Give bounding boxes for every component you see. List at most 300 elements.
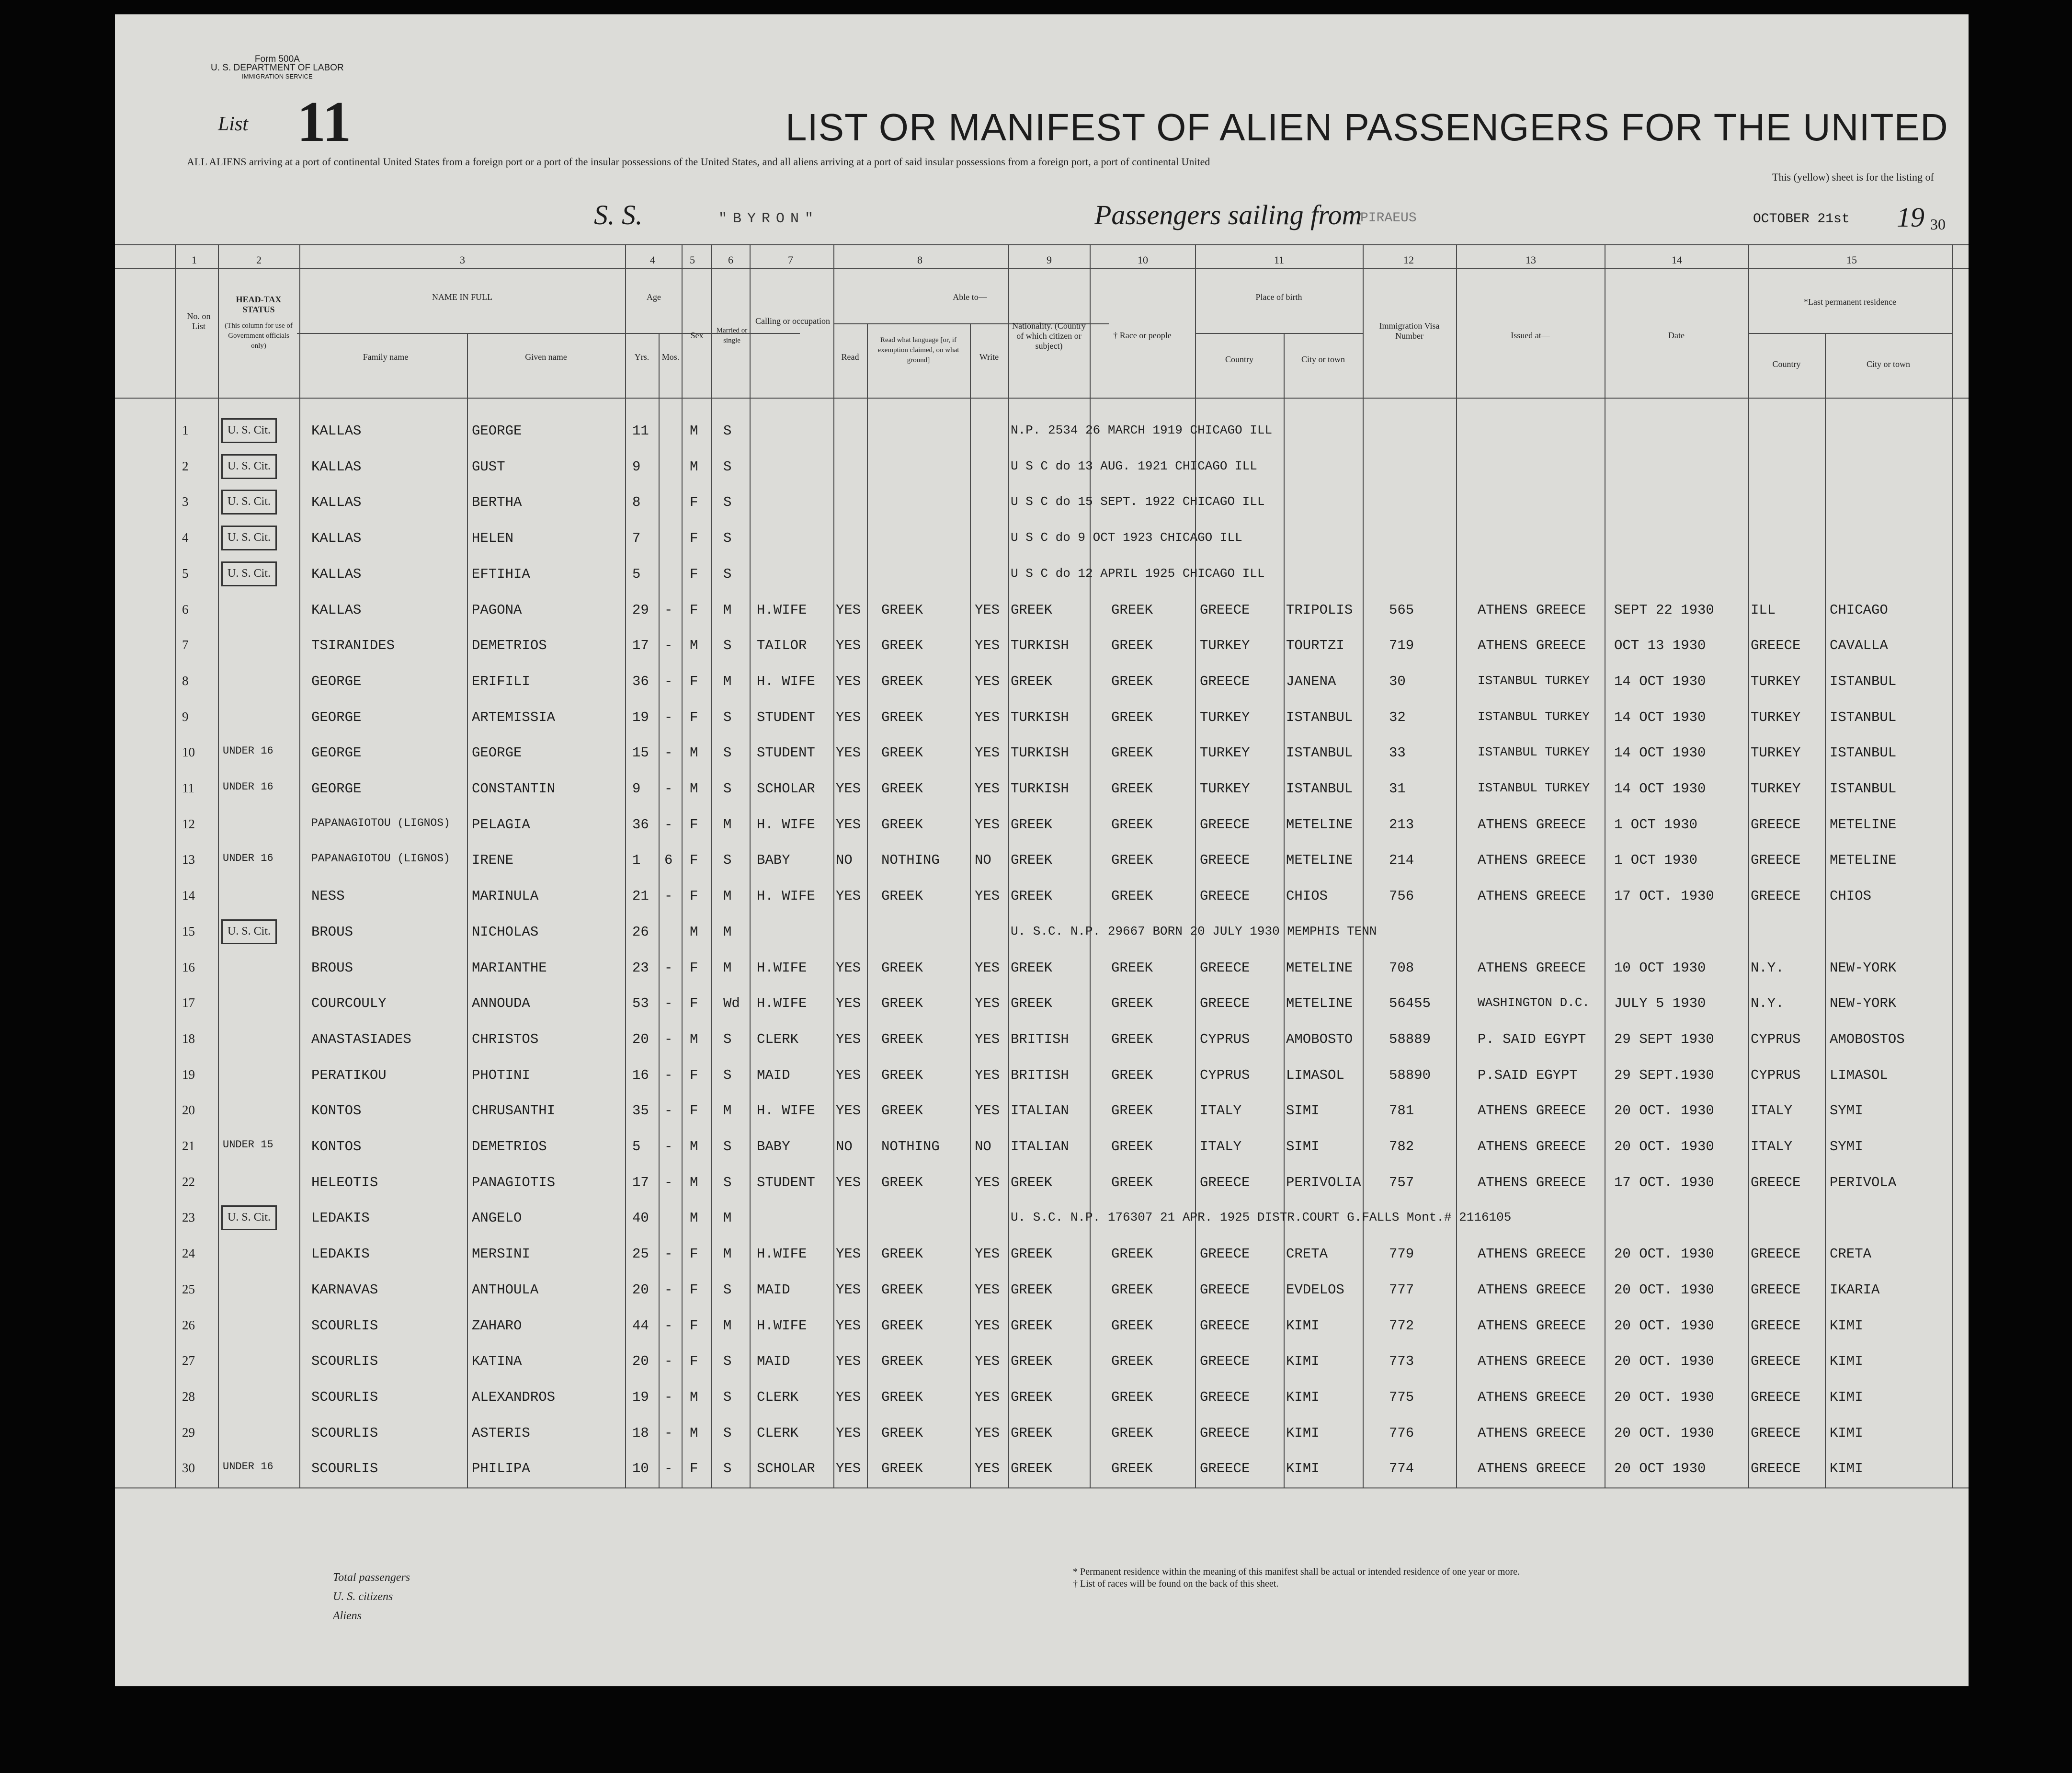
occupation: MAID (757, 1281, 790, 1298)
can-write: YES (975, 673, 1000, 689)
marital-status: S (723, 638, 732, 654)
read-language: GREEK (881, 1246, 923, 1262)
row-number: 19 (182, 1067, 195, 1082)
table-row (115, 1273, 1969, 1308)
can-write: YES (975, 1067, 1000, 1083)
race: GREEK (1111, 960, 1153, 976)
age-years: 53 (632, 995, 649, 1012)
given-name: ERIFILI (472, 673, 530, 689)
can-write: YES (975, 960, 1000, 976)
marital-status: S (723, 1139, 732, 1155)
residence-country: GREECE (1751, 852, 1801, 869)
birth-city: JANENA (1286, 673, 1336, 689)
read-language: GREEK (881, 1389, 923, 1405)
family-name: SCOURLIS (311, 1317, 378, 1334)
age-years: 9 (632, 781, 641, 797)
can-write: YES (975, 1461, 1000, 1477)
age-years: 19 (632, 1389, 649, 1405)
race: GREEK (1111, 995, 1153, 1012)
nationality: GREEK (1011, 1389, 1053, 1405)
service-name: IMMIGRATION SERVICE (242, 73, 313, 80)
visa-number: 31 (1389, 781, 1406, 797)
table-row (115, 844, 1969, 878)
col-number: 15 (1846, 254, 1857, 266)
family-name: HELEOTIS (311, 1174, 378, 1190)
row-number: 2 (182, 458, 189, 473)
birth-city: METELINE (1286, 816, 1353, 833)
manifest-subtitle-2: This (yellow) sheet is for the listing of (1772, 171, 1934, 183)
birth-country: GREECE (1200, 602, 1250, 618)
table-row (115, 808, 1969, 843)
row-number: 26 (182, 1317, 195, 1332)
residence-country: TURKEY (1751, 745, 1801, 761)
given-name: EFTIHIA (472, 566, 530, 582)
sex: F (690, 1067, 698, 1083)
age-months: - (664, 1461, 673, 1477)
given-name: GEORGE (472, 745, 522, 761)
issue-date: 20 OCT. 1930 (1614, 1317, 1714, 1334)
family-name: GEORGE (311, 781, 362, 797)
col-number: 11 (1274, 254, 1285, 266)
sex: M (690, 745, 698, 761)
can-write: YES (975, 1353, 1000, 1370)
issue-date: 17 OCT. 1930 (1614, 888, 1714, 904)
age-years: 36 (632, 673, 649, 689)
head-tax-status: UNDER 15 (223, 1139, 273, 1151)
occupation: STUDENT (757, 745, 815, 761)
residence-city: CRETA (1830, 1246, 1872, 1262)
read-language: GREEK (881, 1353, 923, 1370)
header-sex: Sex (690, 331, 704, 340)
visa-number: 772 (1389, 1317, 1414, 1334)
birth-country: ITALY (1200, 1139, 1242, 1155)
nationality: TURKISH (1011, 745, 1069, 761)
residence-city: ISTANBUL (1830, 745, 1897, 761)
header-issued-at: Issued at— (1511, 331, 1550, 340)
head-tax-status: UNDER 16 (223, 781, 273, 793)
age-years: 25 (632, 1246, 649, 1262)
table-row (115, 772, 1969, 807)
row-number: 15 (182, 924, 195, 938)
header-res-city: City or town (1866, 359, 1910, 369)
family-name: BROUS (311, 960, 353, 976)
residence-country: GREECE (1751, 1425, 1801, 1441)
birth-country: GREECE (1200, 888, 1250, 904)
can-write: YES (975, 1174, 1000, 1190)
nationality: GREEK (1011, 673, 1053, 689)
issued-at: ATHENS GREECE (1478, 1317, 1586, 1334)
family-name: LEDAKIS (311, 1210, 370, 1226)
header-head-tax-note: (This column for use of Government officials only) (225, 322, 293, 350)
birth-city: LIMASOL (1286, 1067, 1344, 1083)
departure-port: PIRAEUS (1360, 211, 1417, 226)
visa-number: 779 (1389, 1246, 1414, 1262)
family-name: SCOURLIS (311, 1425, 378, 1441)
table-row (115, 1381, 1969, 1415)
given-name: IRENE (472, 852, 514, 869)
family-name: LEDAKIS (311, 1246, 370, 1262)
header-read: Read (841, 352, 859, 362)
marital-status: M (723, 924, 732, 940)
col-number: 6 (728, 254, 733, 266)
row-number: 18 (182, 1031, 195, 1046)
issued-at: ATHENS GREECE (1478, 1461, 1586, 1477)
table-row (115, 1452, 1969, 1487)
issue-date: 1 OCT 1930 (1614, 852, 1698, 869)
family-name: NESS (311, 888, 345, 904)
birth-city: AMOBOSTO (1286, 1031, 1353, 1047)
read-language: GREEK (881, 1281, 923, 1298)
family-name: ANASTASIADES (311, 1031, 411, 1047)
table-row (115, 450, 1969, 485)
row-number: 27 (182, 1353, 195, 1368)
col-number: 9 (1047, 254, 1052, 266)
birth-country: GREECE (1200, 995, 1250, 1012)
us-citizen-stamp: U. S. Cit. (221, 490, 277, 515)
marital-status: S (723, 423, 732, 439)
manifest-sheet (115, 14, 1969, 1686)
family-name: KALLAS (311, 566, 362, 582)
header-write: Write (979, 352, 999, 362)
can-read: YES (836, 1067, 861, 1083)
family-name: KALLAS (311, 423, 362, 439)
total-passengers-label: Total passengers (333, 1571, 410, 1584)
row-number: 9 (182, 709, 189, 724)
table-row (115, 594, 1969, 628)
residence-city: METELINE (1830, 852, 1897, 869)
age-months: - (664, 1067, 673, 1083)
family-name: SCOURLIS (311, 1389, 378, 1405)
residence-city: KIMI (1830, 1353, 1863, 1370)
marital-status: S (723, 1031, 732, 1047)
aliens-label: Aliens (333, 1610, 362, 1622)
table-row (115, 1059, 1969, 1093)
occupation: SCHOLAR (757, 781, 815, 797)
issued-at: P.SAID EGYPT (1478, 1067, 1578, 1083)
birth-country: CYPRUS (1200, 1067, 1250, 1083)
birth-city: SIMI (1286, 1103, 1320, 1119)
age-years: 26 (632, 924, 649, 940)
can-read: YES (836, 1281, 861, 1298)
marital-status: M (723, 816, 732, 833)
race: GREEK (1111, 638, 1153, 654)
read-language: GREEK (881, 1461, 923, 1477)
visa-number: 775 (1389, 1389, 1414, 1405)
sex: M (690, 1425, 698, 1441)
can-write: NO (975, 1139, 991, 1155)
birth-country: TURKEY (1200, 745, 1250, 761)
residence-country: GREECE (1751, 888, 1801, 904)
residence-country: N.Y. (1751, 960, 1784, 976)
read-language: GREEK (881, 1031, 923, 1047)
can-read: YES (836, 888, 861, 904)
sex: F (690, 888, 698, 904)
marital-status: S (723, 1281, 732, 1298)
residence-city: CHIOS (1830, 888, 1872, 904)
birth-country: GREECE (1200, 1281, 1250, 1298)
age-years: 5 (632, 1139, 641, 1155)
us-citizens-label: U. S. citizens (333, 1590, 393, 1603)
table-row (115, 1023, 1969, 1057)
birth-city: KIMI (1286, 1425, 1320, 1441)
family-name: PAPANAGIOTOU (LIGNOS) (311, 816, 450, 829)
given-name: GUST (472, 458, 505, 475)
race: GREEK (1111, 1389, 1153, 1405)
birth-country: GREECE (1200, 1353, 1250, 1370)
marital-status: M (723, 673, 732, 689)
header-able-to: Able to— (953, 292, 987, 302)
birth-country: GREECE (1200, 673, 1250, 689)
residence-city: NEW-YORK (1830, 995, 1897, 1012)
race: GREEK (1111, 709, 1153, 725)
given-name: ANNOUDA (472, 995, 530, 1012)
table-row (115, 1130, 1969, 1165)
race: GREEK (1111, 1139, 1153, 1155)
can-write: YES (975, 816, 1000, 833)
citizen-note: U S C do 12 APRIL 1925 CHICAGO ILL (1011, 566, 1265, 581)
row-number: 28 (182, 1389, 195, 1404)
occupation: SCHOLAR (757, 1461, 815, 1477)
marital-status: S (723, 1353, 732, 1370)
residence-country: GREECE (1751, 1281, 1801, 1298)
age-months: - (664, 995, 673, 1012)
row-number: 8 (182, 673, 189, 688)
row-number: 14 (182, 888, 195, 903)
residence-city: ISTANBUL (1830, 673, 1897, 689)
family-name: PAPANAGIOTOU (LIGNOS) (311, 852, 450, 865)
read-language: GREEK (881, 673, 923, 689)
can-read: YES (836, 1174, 861, 1190)
form-number: Form 500A (254, 54, 300, 64)
table-top-rule (115, 244, 1969, 245)
row-number: 24 (182, 1246, 195, 1261)
visa-number: 776 (1389, 1425, 1414, 1441)
table-row (115, 486, 1969, 520)
read-language: GREEK (881, 888, 923, 904)
marital-status: S (723, 458, 732, 475)
row-number: 16 (182, 960, 195, 974)
marital-status: M (723, 1210, 732, 1226)
given-name: CHRUSANTHI (472, 1103, 556, 1119)
age-months: - (664, 1174, 673, 1190)
family-name: SCOURLIS (311, 1353, 378, 1370)
table-row (115, 1201, 1969, 1236)
issued-at: ATHENS GREECE (1478, 1425, 1586, 1441)
table-row (115, 915, 1969, 950)
sailing-date: OCTOBER 21st (1753, 212, 1850, 227)
given-name: CONSTANTIN (472, 781, 556, 797)
age-months: - (664, 1103, 673, 1119)
issued-at: ATHENS GREECE (1478, 888, 1586, 904)
visa-number: 774 (1389, 1461, 1414, 1477)
visa-number: 213 (1389, 816, 1414, 833)
family-name: GEORGE (311, 673, 362, 689)
nationality: BRITISH (1011, 1067, 1069, 1083)
row-number: 7 (182, 638, 189, 652)
nationality: TURKISH (1011, 709, 1069, 725)
birth-country: GREECE (1200, 1317, 1250, 1334)
visa-number: 56455 (1389, 995, 1431, 1012)
visa-number: 781 (1389, 1103, 1414, 1119)
residence-country: TURKEY (1751, 673, 1801, 689)
marital-status: S (723, 1425, 732, 1441)
header-date: Date (1668, 331, 1685, 340)
nationality: TURKISH (1011, 638, 1069, 654)
occupation: STUDENT (757, 709, 815, 725)
residence-city: KIMI (1830, 1461, 1863, 1477)
sex: F (690, 602, 698, 618)
age-months: - (664, 1425, 673, 1441)
residence-city: CAVALLA (1830, 638, 1888, 654)
can-read: YES (836, 673, 861, 689)
family-name: KALLAS (311, 494, 362, 511)
issued-at: ATHENS GREECE (1478, 1353, 1586, 1370)
table-row (115, 665, 1969, 699)
issued-at: ATHENS GREECE (1478, 1174, 1586, 1190)
given-name: ALEXANDROS (472, 1389, 556, 1405)
age-years: 8 (632, 494, 641, 511)
race: GREEK (1111, 745, 1153, 761)
family-name: GEORGE (311, 745, 362, 761)
visa-number: 565 (1389, 602, 1414, 618)
visa-number: 777 (1389, 1281, 1414, 1298)
residence-city: ISTANBUL (1830, 781, 1897, 797)
given-name: ZAHARO (472, 1317, 522, 1334)
sex: F (690, 709, 698, 725)
row-number: 4 (182, 530, 189, 545)
given-name: ANTHOULA (472, 1281, 539, 1298)
nationality: GREEK (1011, 852, 1053, 869)
visa-number: 58889 (1389, 1031, 1431, 1047)
row-number: 30 (182, 1461, 195, 1476)
can-write: YES (975, 995, 1000, 1012)
residence-city: AMOBOSTOS (1830, 1031, 1905, 1047)
marital-status: S (723, 852, 732, 869)
issued-at: ATHENS GREECE (1478, 816, 1586, 833)
family-name: KONTOS (311, 1103, 362, 1119)
can-read: YES (836, 638, 861, 654)
age-years: 19 (632, 709, 649, 725)
given-name: PAGONA (472, 602, 522, 618)
issue-date: JULY 5 1930 (1614, 995, 1706, 1012)
can-write: YES (975, 638, 1000, 654)
row-number: 11 (182, 781, 194, 795)
family-name: KARNAVAS (311, 1281, 378, 1298)
read-language: GREEK (881, 1103, 923, 1119)
row-number: 22 (182, 1174, 195, 1189)
occupation: TAILOR (757, 638, 807, 654)
given-name: KATINA (472, 1353, 522, 1370)
marital-status: S (723, 709, 732, 725)
issue-date: 1 OCT 1930 (1614, 816, 1698, 833)
age-months: - (664, 602, 673, 618)
header-name-in-full: NAME IN FULL (432, 292, 492, 302)
age-years: 17 (632, 1174, 649, 1190)
row-number: 23 (182, 1210, 195, 1225)
year-prefix: 19 (1897, 202, 1924, 233)
issue-date: 14 OCT 1930 (1614, 673, 1706, 689)
can-read: YES (836, 1353, 861, 1370)
read-language: GREEK (881, 781, 923, 797)
nationality: GREEK (1011, 1281, 1053, 1298)
age-months: - (664, 1031, 673, 1047)
issue-date: SEPT 22 1930 (1614, 602, 1714, 618)
us-citizen-stamp: U. S. Cit. (221, 561, 277, 586)
row-number: 5 (182, 566, 189, 581)
row-number: 17 (182, 995, 195, 1010)
issue-date: 20 OCT. 1930 (1614, 1353, 1714, 1370)
can-write: YES (975, 1389, 1000, 1405)
birth-country: GREECE (1200, 852, 1250, 869)
read-language: NOTHING (881, 852, 940, 869)
birth-city: KIMI (1286, 1317, 1320, 1334)
header-read-language: Read what language [or, if exemption claimed, on what ground] (877, 336, 959, 364)
residence-country: ILL (1751, 602, 1776, 618)
age-months: - (664, 1246, 673, 1262)
sex: F (690, 852, 698, 869)
col-number: 13 (1526, 254, 1536, 266)
head-tax-status: UNDER 16 (223, 1461, 273, 1473)
age-months: - (664, 638, 673, 654)
can-write: NO (975, 852, 991, 869)
table-row (115, 414, 1969, 449)
birth-city: EVDELOS (1286, 1281, 1344, 1298)
issue-date: 20 OCT. 1930 (1614, 1246, 1714, 1262)
header-res-country: Country (1772, 359, 1801, 369)
birth-city: METELINE (1286, 960, 1353, 976)
citizen-note: U S C do 13 AUG. 1921 CHICAGO ILL (1011, 458, 1257, 473)
birth-city: TOURTZI (1286, 638, 1344, 654)
age-years: 18 (632, 1425, 649, 1441)
col-number: 2 (256, 254, 262, 266)
family-name: KONTOS (311, 1139, 362, 1155)
issue-date: 29 SEPT 1930 (1614, 1031, 1714, 1047)
birth-country: TURKEY (1200, 638, 1250, 654)
residence-country: GREECE (1751, 638, 1801, 654)
occupation: H.WIFE (757, 1246, 807, 1262)
sex: F (690, 1353, 698, 1370)
birth-city: KIMI (1286, 1389, 1320, 1405)
sex: M (690, 1210, 698, 1226)
occupation: STUDENT (757, 1174, 815, 1190)
occupation: H.WIFE (757, 995, 807, 1012)
given-name: MERSINI (472, 1246, 530, 1262)
issued-at: P. SAID EGYPT (1478, 1031, 1586, 1047)
family-name: SCOURLIS (311, 1461, 378, 1477)
birth-country: TURKEY (1200, 781, 1250, 797)
nationality: GREEK (1011, 995, 1053, 1012)
family-name: GEORGE (311, 709, 362, 725)
ship-name: "BYRON" (718, 211, 820, 227)
marital-status: M (723, 960, 732, 976)
marital-status: S (723, 1461, 732, 1477)
col-number: 8 (917, 254, 922, 266)
sex: M (690, 638, 698, 654)
header-mos: Mos. (661, 352, 680, 362)
visa-number: 756 (1389, 888, 1414, 904)
visa-number: 757 (1389, 1174, 1414, 1190)
race: GREEK (1111, 852, 1153, 869)
given-name: MARINULA (472, 888, 539, 904)
residence-country: GREECE (1751, 1461, 1801, 1477)
age-years: 15 (632, 745, 649, 761)
birth-city: TRIPOLIS (1286, 602, 1353, 618)
nationality: BRITISH (1011, 1031, 1069, 1047)
can-read: YES (836, 1425, 861, 1441)
citizen-note: U S C do 9 OCT 1923 CHICAGO ILL (1011, 530, 1242, 545)
citizen-note: N.P. 2534 26 MARCH 1919 CHICAGO ILL (1011, 423, 1273, 437)
issued-at: ATHENS GREECE (1478, 638, 1586, 654)
